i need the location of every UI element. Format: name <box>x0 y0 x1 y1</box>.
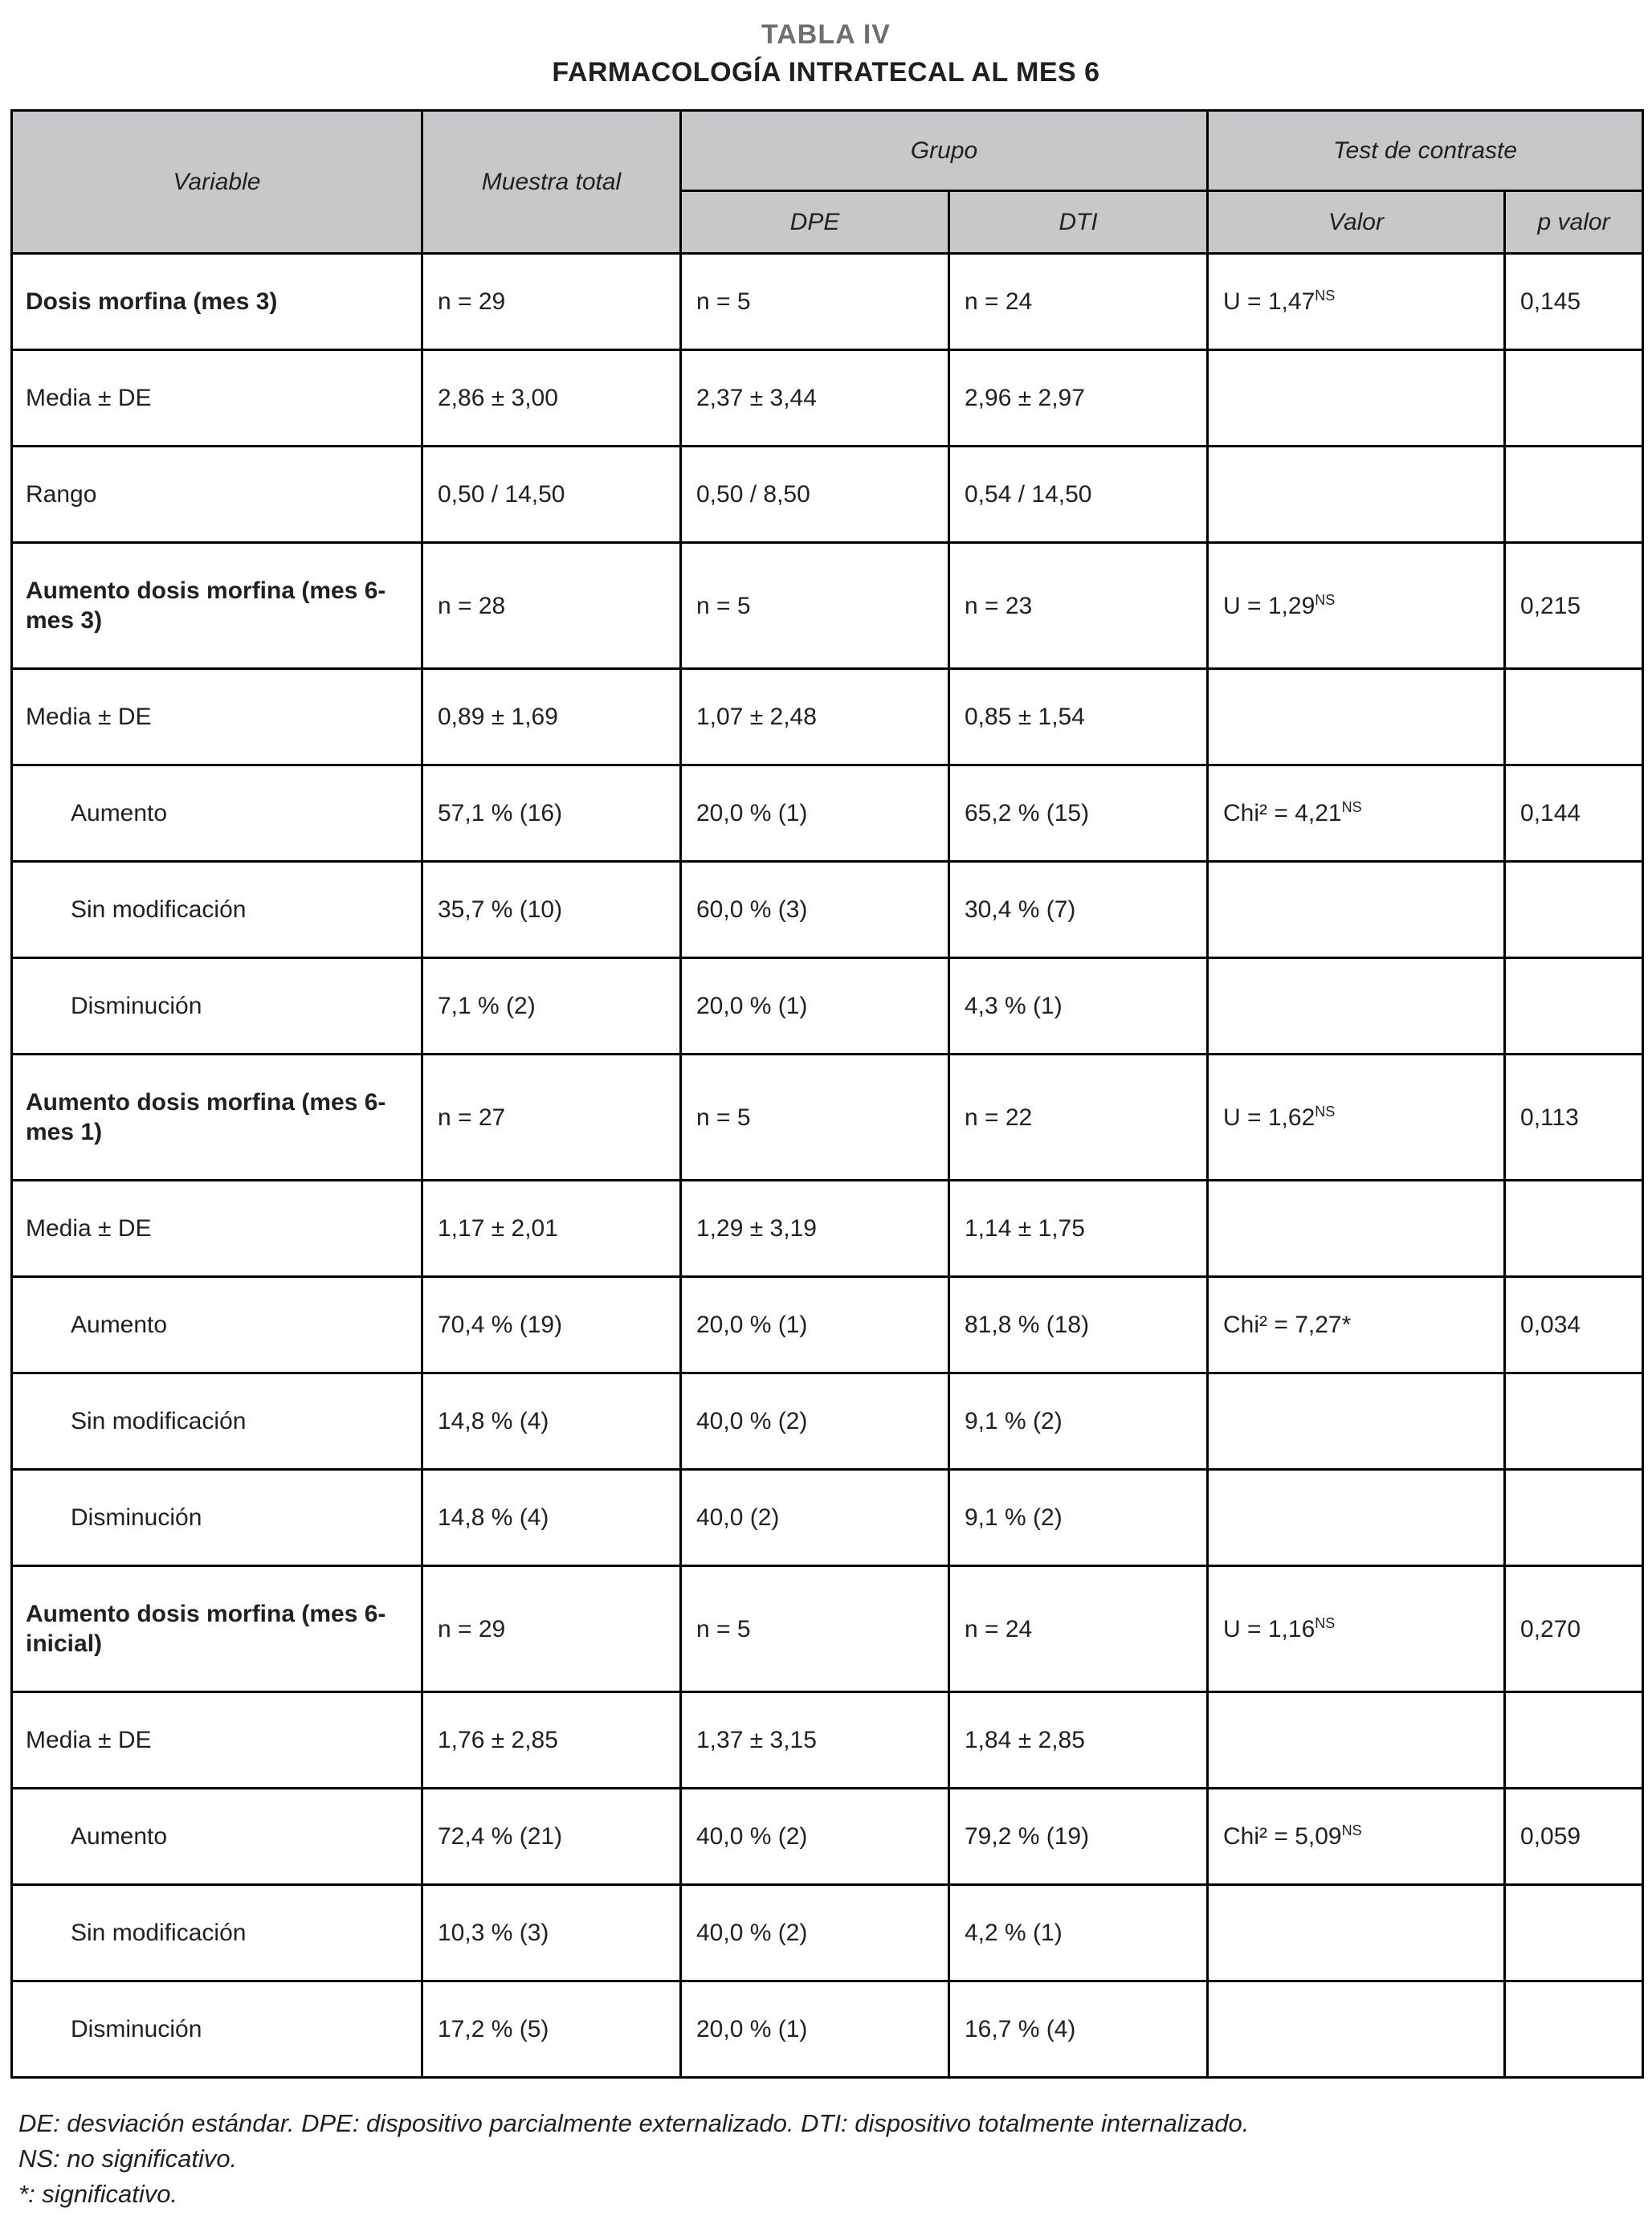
cell-muestra-total: 14,8 % (4) <box>422 1373 681 1470</box>
cell-p-valor <box>1505 350 1643 447</box>
valor-superscript: NS <box>1315 591 1336 608</box>
cell-p-valor <box>1505 1181 1643 1277</box>
cell-dpe: 20,0 % (1) <box>681 1981 949 2078</box>
cell-muestra-total: 72,4 % (21) <box>422 1789 681 1885</box>
cell-p-valor: 0,059 <box>1505 1789 1643 1885</box>
row-label: Sin modificación <box>12 1885 422 1981</box>
table-row <box>12 447 1643 543</box>
cell-dpe: n = 5 <box>681 1055 949 1181</box>
cell-muestra-total: 17,2 % (5) <box>422 1981 681 2078</box>
cell-dti: 2,96 ± 2,97 <box>949 350 1208 447</box>
cell-dpe: n = 5 <box>681 543 949 669</box>
row-label: Sin modificación <box>12 1373 422 1470</box>
cell-p-valor: 0,144 <box>1505 765 1643 862</box>
cell-muestra-total: 1,17 ± 2,01 <box>422 1181 681 1277</box>
cell-dpe: n = 5 <box>681 1566 949 1692</box>
row-label: Media ± DE <box>12 350 422 447</box>
valor-text: U = 1,47 <box>1223 288 1315 315</box>
row-label: Disminución <box>12 1981 422 2078</box>
cell-valor <box>1208 1692 1505 1789</box>
table-row <box>12 862 1643 958</box>
cell-valor <box>1208 669 1505 765</box>
cell-dti: 9,1 % (2) <box>949 1373 1208 1470</box>
table-row <box>12 254 1643 350</box>
cell-dti: n = 22 <box>949 1055 1208 1181</box>
cell-dti: 4,3 % (1) <box>949 958 1208 1055</box>
cell-muestra-total: n = 27 <box>422 1055 681 1181</box>
table-label: TABLA IV <box>761 19 891 50</box>
row-label: Disminución <box>12 1470 422 1566</box>
valor-superscript: NS <box>1315 1614 1336 1631</box>
cell-dpe: 2,37 ± 3,44 <box>681 350 949 447</box>
cell-p-valor <box>1505 447 1643 543</box>
cell-dti: 1,84 ± 2,85 <box>949 1692 1208 1789</box>
cell-dti: 4,2 % (1) <box>949 1885 1208 1981</box>
cell-p-valor <box>1505 1470 1643 1566</box>
cell-dti: 81,8 % (18) <box>949 1277 1208 1373</box>
cell-dti: n = 23 <box>949 543 1208 669</box>
cell-dti: 30,4 % (7) <box>949 862 1208 958</box>
col-header-grupo: Grupo <box>681 111 1208 191</box>
cell-valor <box>1208 1181 1505 1277</box>
cell-valor <box>1208 350 1505 447</box>
cell-dpe: 40,0 % (2) <box>681 1789 949 1885</box>
cell-p-valor: 0,034 <box>1505 1277 1643 1373</box>
cell-p-valor: 0,113 <box>1505 1055 1643 1181</box>
cell-p-valor: 0,270 <box>1505 1566 1643 1692</box>
cell-dti: 79,2 % (19) <box>949 1789 1208 1885</box>
page-title: FARMACOLOGÍA INTRATECAL AL MES 6 <box>552 57 1100 88</box>
cell-dpe: 0,50 / 8,50 <box>681 447 949 543</box>
footnotes <box>10 2106 1642 2212</box>
row-label: Aumento dosis morfina (mes 6- inicial) <box>12 1566 422 1692</box>
cell-muestra-total: 70,4 % (19) <box>422 1277 681 1373</box>
col-header-dpe: DPE <box>681 191 949 254</box>
cell-valor <box>1208 1373 1505 1470</box>
table-row <box>12 543 1643 669</box>
row-label: Aumento dosis morfina (mes 6- mes 3) <box>12 543 422 669</box>
cell-muestra-total: 7,1 % (2) <box>422 958 681 1055</box>
valor-text: Chi² = 7,27* <box>1223 1312 1352 1338</box>
table-row <box>12 1981 1643 2078</box>
cell-dpe: 1,07 ± 2,48 <box>681 669 949 765</box>
header-row-top <box>12 111 1643 191</box>
valor-text: Chi² = 5,09 <box>1223 1823 1342 1850</box>
cell-valor <box>1208 447 1505 543</box>
cell-muestra-total: 0,50 / 14,50 <box>422 447 681 543</box>
table-row <box>12 1885 1643 1981</box>
cell-dpe: 1,29 ± 3,19 <box>681 1181 949 1277</box>
footnote-line: *: significativo. <box>18 2180 178 2208</box>
table-row <box>12 1470 1643 1566</box>
row-label: Media ± DE <box>12 1181 422 1277</box>
cell-dpe: 20,0 % (1) <box>681 765 949 862</box>
valor-superscript: NS <box>1341 1822 1362 1838</box>
cell-p-valor <box>1505 1692 1643 1789</box>
cell-p-valor <box>1505 1885 1643 1981</box>
cell-valor <box>1208 1277 1505 1373</box>
valor-text: U = 1,62 <box>1223 1104 1315 1131</box>
cell-dpe: 40,0 (2) <box>681 1470 949 1566</box>
row-label: Sin modificación <box>12 862 422 958</box>
col-header-muestra-total: Muestra total <box>422 111 681 254</box>
pharmacology-table <box>10 109 1644 2079</box>
cell-dti: 1,14 ± 1,75 <box>949 1181 1208 1277</box>
cell-valor <box>1208 765 1505 862</box>
cell-dpe: 20,0 % (1) <box>681 1277 949 1373</box>
row-label: Media ± DE <box>12 669 422 765</box>
cell-dpe: 60,0 % (3) <box>681 862 949 958</box>
valor-text: U = 1,29 <box>1223 592 1315 619</box>
cell-valor <box>1208 1470 1505 1566</box>
cell-dti: n = 24 <box>949 254 1208 350</box>
table-row <box>12 1789 1643 1885</box>
cell-muestra-total: n = 28 <box>422 543 681 669</box>
cell-muestra-total: 14,8 % (4) <box>422 1470 681 1566</box>
cell-dti: n = 24 <box>949 1566 1208 1692</box>
cell-valor <box>1208 1981 1505 2078</box>
cell-dti: 65,2 % (15) <box>949 765 1208 862</box>
cell-valor <box>1208 862 1505 958</box>
cell-valor <box>1208 254 1505 350</box>
cell-p-valor: 0,215 <box>1505 543 1643 669</box>
valor-superscript: NS <box>1341 799 1362 815</box>
col-header-dti: DTI <box>949 191 1208 254</box>
valor-text: Chi² = 4,21 <box>1223 800 1342 826</box>
cell-muestra-total: n = 29 <box>422 1566 681 1692</box>
cell-muestra-total: 35,7 % (10) <box>422 862 681 958</box>
table-row <box>12 1373 1643 1470</box>
table-row <box>12 765 1643 862</box>
cell-muestra-total: 57,1 % (16) <box>422 765 681 862</box>
table-row <box>12 958 1643 1055</box>
cell-valor <box>1208 1055 1505 1181</box>
footnote-line: DE: desviación estándar. DPE: dispositivo parcialmente externalizado. DTI: dispositivo totalmente internalizado. <box>18 2109 1250 2137</box>
table-header <box>12 111 1643 254</box>
table-row <box>12 1566 1643 1692</box>
row-label: Aumento <box>12 765 422 862</box>
row-label: Aumento <box>12 1277 422 1373</box>
col-header-p-valor: p valor <box>1505 191 1643 254</box>
cell-muestra-total: 0,89 ± 1,69 <box>422 669 681 765</box>
valor-superscript: NS <box>1315 1103 1336 1120</box>
cell-muestra-total: 2,86 ± 3,00 <box>422 350 681 447</box>
table-row <box>12 1055 1643 1181</box>
col-header-test-de-contraste: Test de contraste <box>1208 111 1643 191</box>
cell-dti: 9,1 % (2) <box>949 1470 1208 1566</box>
cell-dpe: 20,0 % (1) <box>681 958 949 1055</box>
table-row <box>12 1692 1643 1789</box>
col-header-valor: Valor <box>1208 191 1505 254</box>
table-row <box>12 1277 1643 1373</box>
cell-valor <box>1208 1885 1505 1981</box>
cell-p-valor: 0,145 <box>1505 254 1643 350</box>
row-label: Aumento <box>12 1789 422 1885</box>
cell-valor <box>1208 958 1505 1055</box>
row-label: Aumento dosis morfina (mes 6- mes 1) <box>12 1055 422 1181</box>
cell-dpe: n = 5 <box>681 254 949 350</box>
cell-muestra-total: n = 29 <box>422 254 681 350</box>
row-label: Disminución <box>12 958 422 1055</box>
cell-valor <box>1208 1566 1505 1692</box>
table-body <box>12 254 1643 2078</box>
cell-dpe: 40,0 % (2) <box>681 1885 949 1981</box>
cell-dti: 0,54 / 14,50 <box>949 447 1208 543</box>
cell-dti: 0,85 ± 1,54 <box>949 669 1208 765</box>
valor-text: U = 1,16 <box>1223 1615 1315 1642</box>
table-row <box>12 669 1643 765</box>
col-header-variable: Variable <box>12 111 422 254</box>
cell-p-valor <box>1505 958 1643 1055</box>
footnote-line: NS: no significativo. <box>18 2144 238 2173</box>
cell-valor <box>1208 543 1505 669</box>
cell-p-valor <box>1505 669 1643 765</box>
cell-dpe: 40,0 % (2) <box>681 1373 949 1470</box>
cell-dti: 16,7 % (4) <box>949 1981 1208 2078</box>
row-label: Media ± DE <box>12 1692 422 1789</box>
cell-p-valor <box>1505 862 1643 958</box>
table-row <box>12 1181 1643 1277</box>
valor-superscript: NS <box>1315 288 1336 304</box>
table-titles <box>10 19 1642 88</box>
cell-p-valor <box>1505 1373 1643 1470</box>
cell-valor <box>1208 1789 1505 1885</box>
row-label: Rango <box>12 447 422 543</box>
table-row <box>12 350 1643 447</box>
cell-dpe: 1,37 ± 3,15 <box>681 1692 949 1789</box>
cell-muestra-total: 1,76 ± 2,85 <box>422 1692 681 1789</box>
row-label: Dosis morfina (mes 3) <box>12 254 422 350</box>
cell-p-valor <box>1505 1981 1643 2078</box>
cell-muestra-total: 10,3 % (3) <box>422 1885 681 1981</box>
